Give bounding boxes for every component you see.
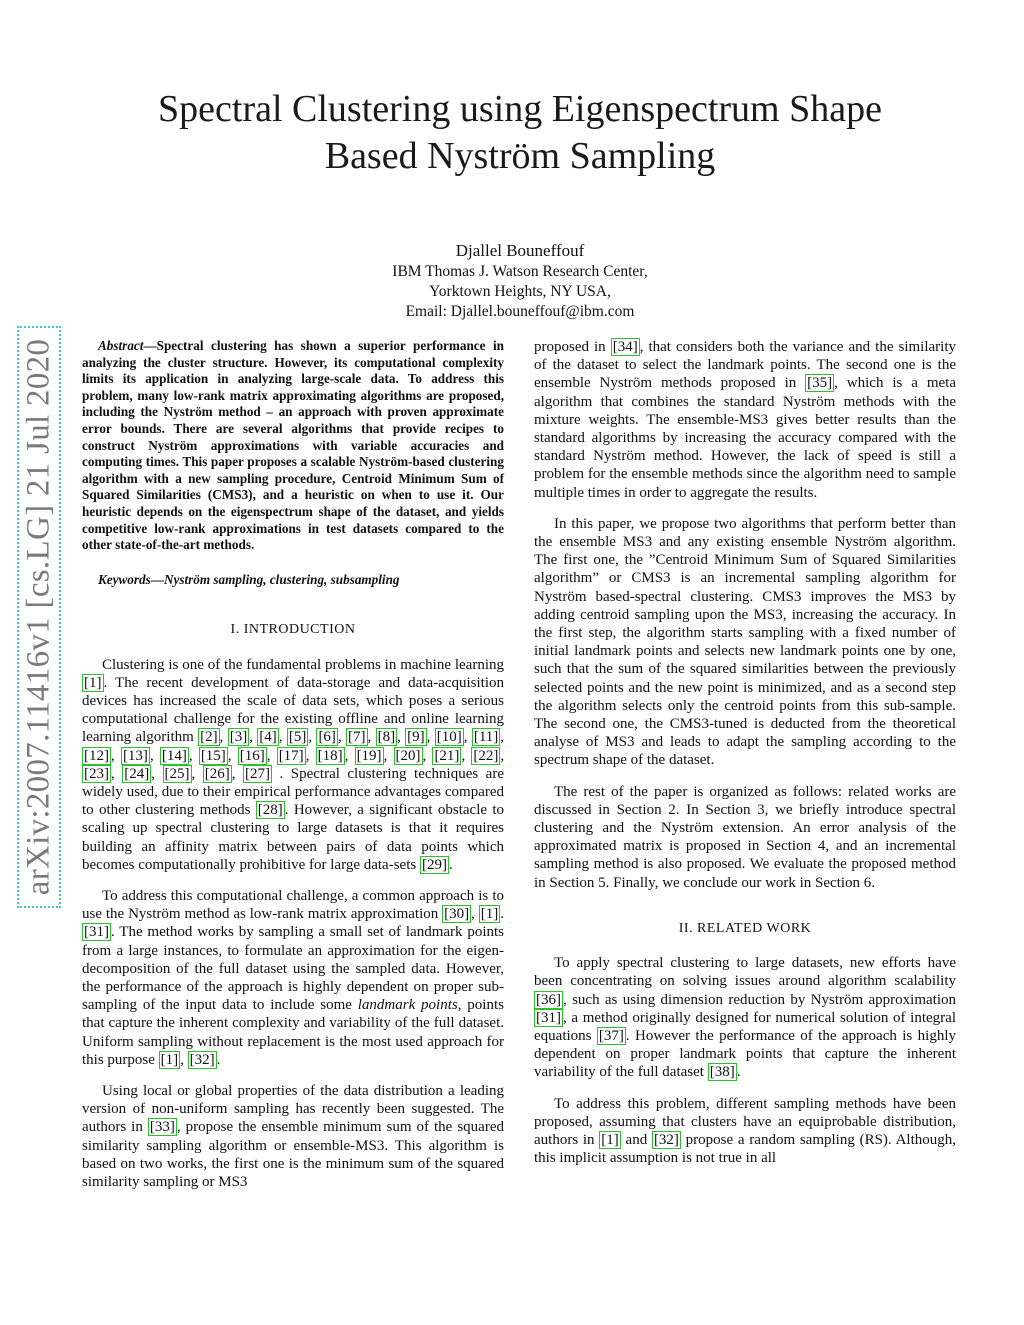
arxiv-stamp — [17, 326, 61, 908]
title-line-1: Spectral Clustering using Eigenspectrum Shape — [158, 88, 882, 130]
intro-paragraph-5: The rest of the paper is organized as follows: related works are discussed in Section 2. In Section 3, we briefly introduce spectral clustering and the Nyström extension. An error analysis of the approximated matrix is proposed in Section 4, and an incremental sampling method is also proposed. We evaluate the proposed method in Section 5. Finally, we conclude our work in Section 6. — [534, 783, 956, 891]
intro-paragraph-4: In this paper, we propose two algorithms that perform better than the ensemble MS3 and any existing ensemble Nyström algorithm. The first one, the ”Centroid Minimum Sum of Squared Similarities algorithm” or CMS3 is an incremental sampling algorithm for Nyström based-spectral clustering. CMS3 improves the MS3 by adding centroid sampling upon the MS3, increasing the accuracy. In the first step, the algorithm starts sampling with a fixed number of initial landmark points and selects new landmark points one by one, such that the sum of the squared similarities between the previously selected points and the new point is minimized, and as a second step the algorithm selects only the centroid points from this sub-sample. The second one, the CMS3-tuned is deducted from the theoretical analyse of MS3 and leads to adapt the sampling according to the spectrum shape of the dataset. — [534, 515, 956, 769]
intro-paragraph-3-continued: proposed in [34] , that considers both the variance and the similarity of the dataset to select the landmark points. The second one is the ensemble Nyström methods proposed in [35] , which is a meta algorithm that combines the standard Nyström methods with the mixture weights. The ensemble-MS3 gives better results than the standard algorithms by increasing the accuracy compared with the standard Nyström method. However, the lack of speed is still a problem for the ensemble methods since the algorithm need to sample multiple times in order to aggregate the results. — [534, 339, 956, 501]
abstract — [82, 338, 504, 554]
arxiv-identifier: arXiv:2007.11416v1 [cs.LG] 21 Jul 2020 — [20, 338, 57, 896]
affiliation-line-1: IBM Thomas J. Watson Research Center, — [392, 263, 648, 280]
left-column — [82, 338, 504, 1204]
author-email: Email: Djallel.bouneffouf@ibm.com — [405, 303, 635, 320]
intro-paragraph-2: To address this computational challenge, a common approach is to use the Nyström method as low-rank matrix approximation [30] , [1] . [31] . The method works by sampling a small set of landmark points from a large instances, to formulate an approximation for the eigen-decomposition of the full dataset using the sampled data. However, the performance of the approach is highly dependent on proper sub-sampling of the input data to include some landmark points, points that capture the inherent complexity and variability of the full dataset. Uniform sampling without replacement is the most used approach for this purpose [1] , [32] . — [82, 887, 505, 1068]
author-block — [310, 240, 730, 322]
author-name: Djallel Bouneffouf — [455, 241, 585, 260]
abstract-label: Abstract — [98, 338, 144, 353]
abstract-text: —Spectral clustering has shown a superior performance in analyzing the cluster structure. However, its computational complexity limits its application in analyzing large-scale data. To address this problem, many low-rank matrix approximating algorithms are proposed, including the Nyström method – an approach with proven approximate error bounds. There are several algorithms that provide recipes to construct Nyström approximations with variable accuracies and computing times. This paper proposes a scalable Nyström-based clustering algorithm with a new sampling procedure, Centroid Minimum Sum of Squared Similarities (CMS3), and a heuristic on when to use it. Our heuristic depends on the eigenspectrum shape of the dataset, and yields competitive low-rank approximations in test datasets compared to the other state-of-the-art methods. — [82, 338, 504, 553]
related-paragraph-2: To address this problem, different sampling methods have been proposed, assuming that clusters have an equiprobable distribution, authors in [1] and [32] propose a random sampling (RS). Although, this implicit assumption is not true in all — [534, 1095, 956, 1167]
related-paragraph-1: To apply spectral clustering to large datasets, new efforts have been concentrating on solving issues around algorithm scalability [36] , such as using dimension reduction by Nyström approximation [31] , a method originally designed for numerical solution of integral equations [37] . However the performance of the approach is highly dependent on proper landmark points that capture the inherent variability of the full dataset [38] . — [534, 955, 956, 1081]
intro-paragraph-3: Using local or global properties of the data distribution a leading version of non-uniform sampling has recently been suggested. The authors in [33] , propose the ensemble minimum sum of the squared similarity sampling algorithm or ensemble-MS3. This algorithm is based on two works, the first one is the minimum sum of the squared similarity sampling or MS3 — [82, 1082, 504, 1190]
intro-paragraph-1: Clustering is one of the fundamental problems in machine learning [1] . The recent development of data-storage and data-acquisition devices has increased the scale of data sets, which poses a serious computational challenge for the existing offline and online learning learning algorithm [2] , [3] , [4] , [5] , [6] , [7] , [8] , [9] , [10] , [11] , [12] , [13] , [14] , [15] , [16] , [17] , [18] , [19] , [20] , [21] , [22] , [23] , [24] , [25] , [26] , [27] . Spectral clustering techniques are widely used, due to their empirical performance advantages compared to other clustering methods [28] . However, a significant obstacle to scaling up spectral clustering to large datasets is that it requires building an affinity matrix between pairs of data points which becomes computationally prohibitive for large data-sets [29] . — [82, 656, 505, 873]
paper-title — [100, 86, 940, 180]
section-heading-introduction: I. INTRODUCTION — [230, 622, 356, 638]
affiliation-line-2: Yorktown Heights, NY USA, — [429, 283, 611, 300]
right-column — [534, 338, 956, 1180]
keywords: Keywords—Nyström sampling, clustering, subsampling — [98, 571, 400, 587]
section-heading-related-work: II. RELATED WORK — [678, 920, 812, 936]
title-line-2: Based Nyström Sampling — [324, 135, 716, 177]
